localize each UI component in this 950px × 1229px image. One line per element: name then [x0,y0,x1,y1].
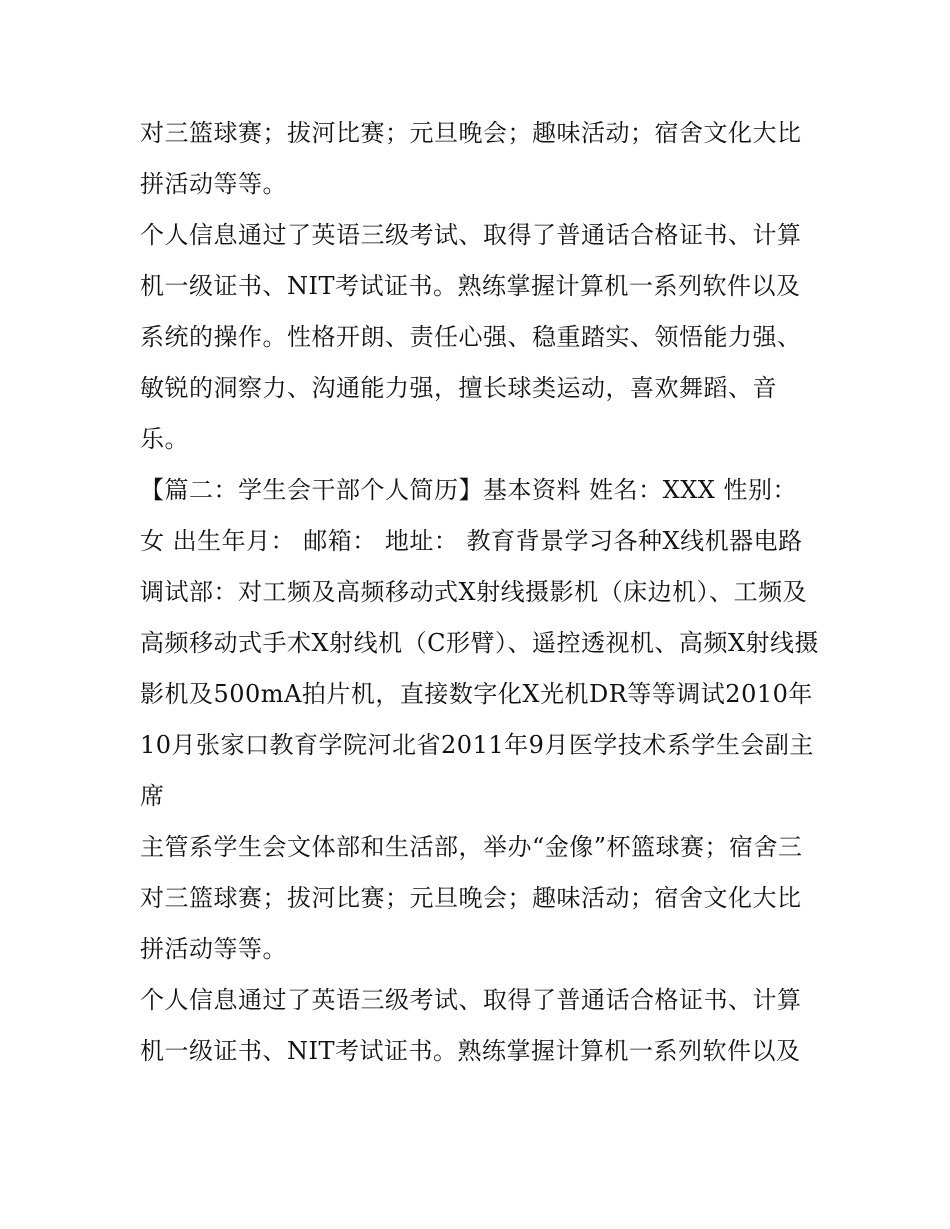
paragraph-student-union-duties: 主管系学生会文体部和生活部，举办“金像”杯篮球赛；宿舍三对三篮球赛；拔河比赛；元旦晚会；趣味活动；宿舍文化大比拼活动等等。 [140,833,803,963]
paragraph-personal-info: 个人信息通过了英语三级考试、取得了普通话合格证书、计算机一级证书、NIT考试证书。熟练掌握计算机一系列软件以及系统的操作。性格开朗、责任心强、稳重踏实、领悟能力强、敏锐的洞察力、沟通能力强，擅长球类运动，喜欢舞蹈、音乐。 [140,221,802,453]
paragraph-activities-continued: 对三篮球赛；拔河比赛；元旦晚会；趣味活动；宿舍文化大比拼活动等等。 [140,119,802,198]
paragraph-debugging-department: 调试部：对工频及高频移动式X射线摄影机（床边机）、工频及高频移动式手术X射线机（C形臂）、遥控透视机、高频X射线摄影机及500mA拍片机，直接数字化X光机DR等等调试2010年10月张家口教育学院河北省2011年9月医学技术系学生会副主席 [140,578,820,810]
paragraph-personal-info-repeat: 个人信息通过了英语三级考试、取得了普通话合格证书、计算机一级证书、NIT考试证书。熟练掌握计算机一系列软件以及 [140,986,802,1065]
document-body [140,108,820,1077]
paragraph-resume-heading: 【篇二：学生会干部个人简历】基本资料 姓名：XXX 性别：女 出生年月： 邮箱： 地址： 教育背景学习各种X线机器电路 [140,476,803,555]
